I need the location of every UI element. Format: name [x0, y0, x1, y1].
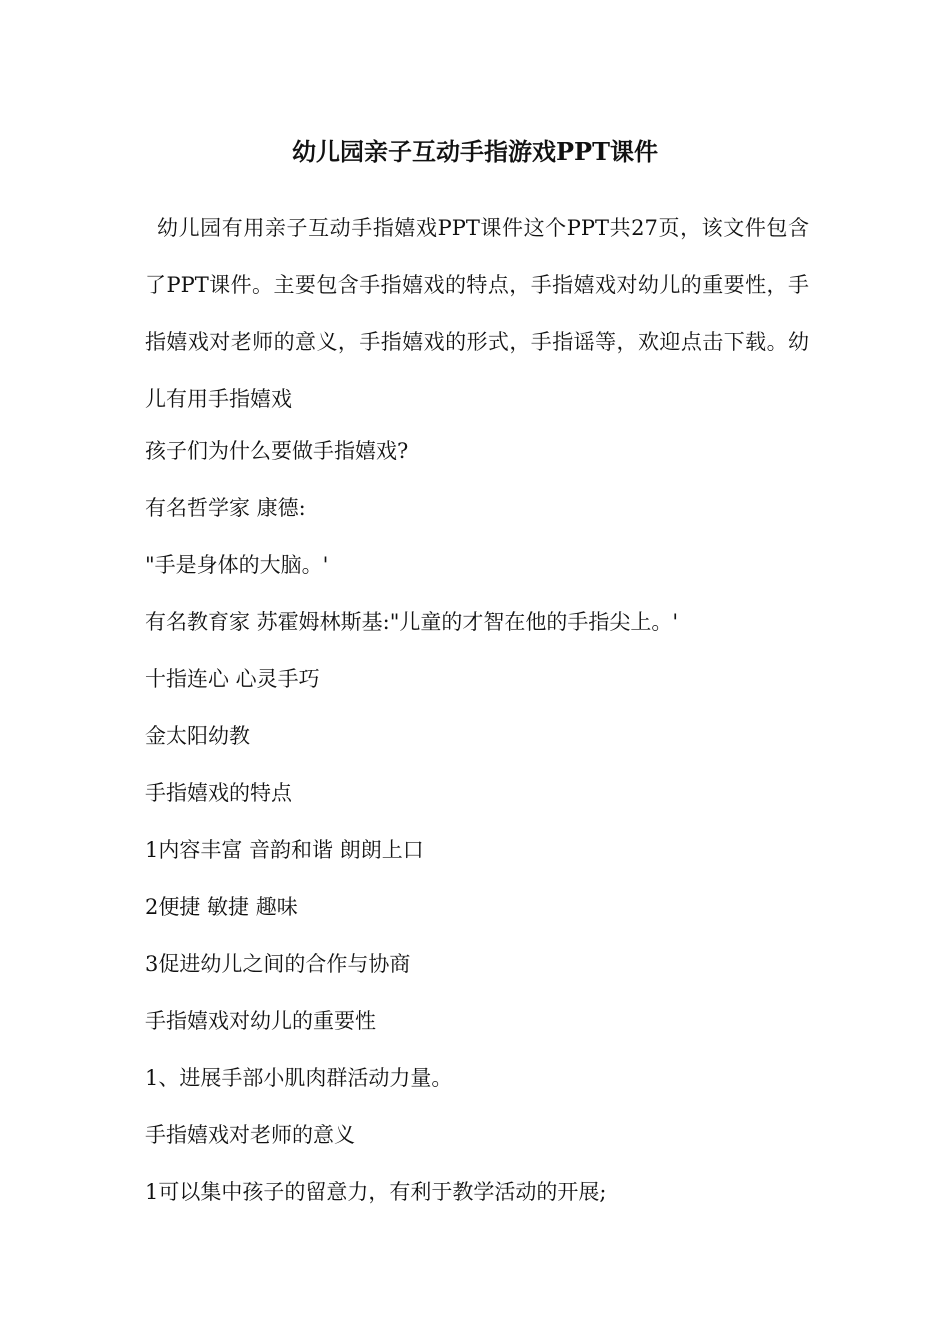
section-heading: 手指嬉戏对老师的意义 — [145, 1123, 355, 1147]
list-item: 1内容丰富 音韵和谐 朗朗上口 — [145, 838, 424, 862]
list-item: 1可以集中孩子的留意力，有利于教学活动的开展; — [145, 1180, 607, 1204]
text-line: "手是身体的大脑。' — [145, 553, 329, 577]
document-title: 幼儿园亲子互动手指游戏PPT课件 — [292, 137, 658, 166]
section-heading: 手指嬉戏对幼儿的重要性 — [145, 1009, 376, 1033]
list-item: 1、进展手部小肌肉群活动力量。 — [145, 1066, 453, 1090]
section-heading: 手指嬉戏的特点 — [145, 781, 292, 805]
intro-paragraph: 幼儿园有用亲子互动手指嬉戏PPT课件这个PPT共27页，该文件包含了PPT课件。主要包含手指嬉戏的特点，手指嬉戏对幼儿的重要性，手指嬉戏对老师的意义，手指嬉戏的形式，手指谣等，欢迎点击下载。幼儿有用手指嬉戏 — [145, 216, 809, 411]
text-line: 有名哲学家 康德: — [145, 496, 306, 520]
list-item: 2便捷 敏捷 趣味 — [145, 895, 298, 919]
text-line: 有名教育家 苏霍姆林斯基:"儿童的才智在他的手指尖上。' — [145, 610, 679, 634]
text-line: 孩子们为什么要做手指嬉戏? — [145, 439, 409, 463]
list-item: 3促进幼儿之间的合作与协商 — [145, 952, 411, 976]
text-line: 金太阳幼教 — [145, 724, 250, 748]
text-line: 十指连心 心灵手巧 — [145, 667, 320, 691]
